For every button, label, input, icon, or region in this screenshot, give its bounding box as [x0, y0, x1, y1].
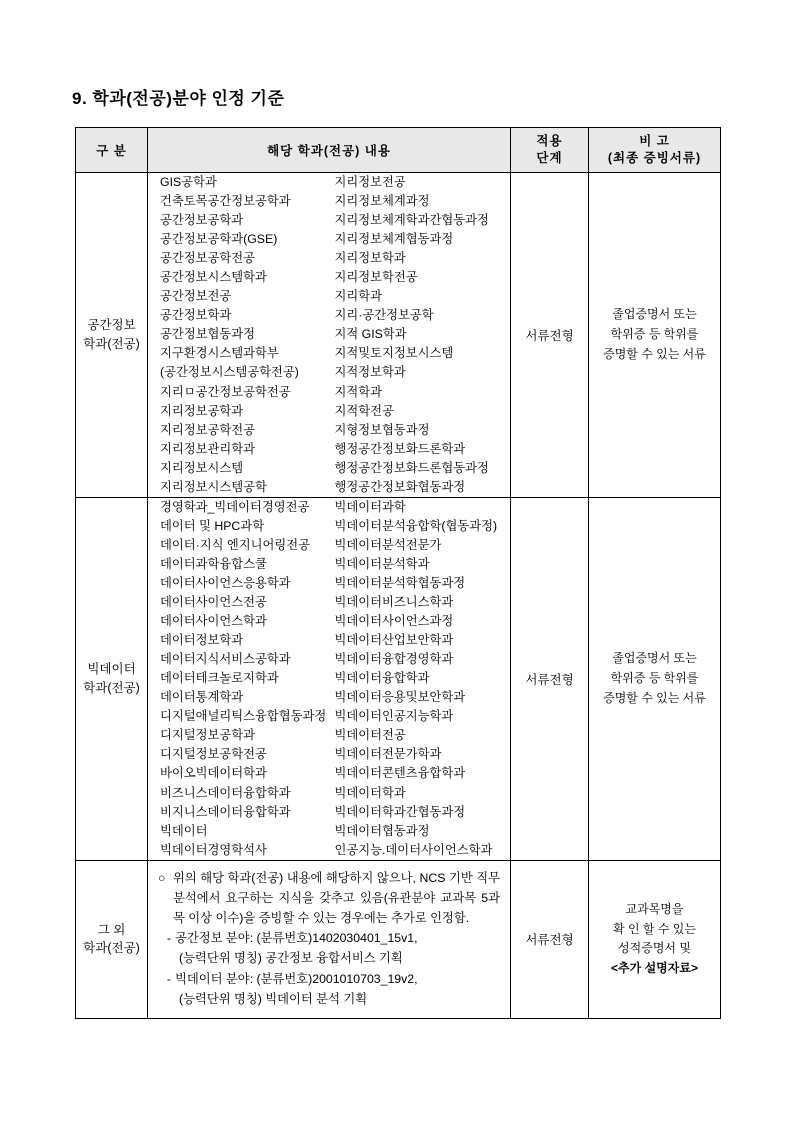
- content-column-right: 빅데이터과학 빅데이터분석융합학(협동과정) 빅데이터분석전문가 빅데이터분석학과 빅데이터분석학협동과정 빅데이터비즈니스학과 빅데이터사이언스과정 빅데이터산업보안학과 빅데이터융합경영학과 빅데이터융합학과 빅데이터응용및보안학과 빅데이터인공지능학과 빅데이터전공 빅데이터전문가학과 빅데이터콘텐츠융합학과 빅데이터학과 빅데이터학과간협동과정 빅데이터협동과정 인공지능.데이터사이언스학과: [334, 499, 498, 857]
- row-stage-other: 서류전형: [511, 860, 589, 1018]
- row-division-other: [76, 860, 148, 1018]
- division-line2: 학과(전공): [83, 336, 140, 351]
- row-content-spatial: [148, 173, 511, 498]
- header-stage-line2: 단계: [536, 151, 563, 165]
- row-content-bigdata: [148, 497, 511, 860]
- header-note: [589, 128, 721, 173]
- division-line1: 공간정보: [87, 318, 136, 333]
- table-body: [76, 173, 721, 1019]
- header-stage: [511, 128, 589, 173]
- content-column-left: GIS공학과 건축토목공간정보공학과 공간정보공학과 공간정보공학과(GSE) 공간정보공학전공 공간정보시스템학과 공간정보전공 공간정보학과 공간정보협동과정 지구환경시스템과학부 (공간정보시스템공학전공) 지리ㅁ공간정보공학전공 지리정보공학과 지리정보공학전공 지리정보관리학과 지리정보시스템 지리정보시스템공학: [160, 175, 299, 494]
- sub-text-line1: 빅데이터 분야: (분류번호)2001010703_19v2,: [175, 972, 418, 987]
- header-note-line1: 비 고: [639, 134, 670, 149]
- table-row: [76, 497, 721, 860]
- row-stage-bigdata: 서류전형: [511, 497, 589, 860]
- etc-sub-item: [158, 970, 500, 990]
- criteria-table: [75, 127, 721, 1019]
- row-note-other: 교과목명을 확 인 할 수 있는 성적증명서 및 <추가 설명자료>: [589, 860, 721, 1018]
- etc-bullet: [158, 869, 500, 929]
- bullet-text: 위의 해당 학과(전공) 내용에 해당하지 않으나, NCS 기반 직무분석에서 요구하는 지식을 갖추고 있음(유관분야 교과목 5과목 이상 이수)을 증빙할 수 있는 경우에는 추가로 인정함.: [173, 870, 500, 925]
- content-column-right: 지리정보전공 지리정보체계과정 지리정보체계학과간협동과정 지리정보체계협동과정 지리정보학과 지리정보학전공 지리학과 지리·공간정보공학 지적 GIS학과 지적및토지정보시스템 지적정보학과 지적학과 지적학전공 지형정보협동과정 행정공간정보화드론학과 행정공간정보화드론협동과정 행정공간정보화협동과정: [334, 175, 489, 494]
- sub-text-line2: (능력단위 명칭) 빅데이터 분석 기획: [179, 992, 368, 1007]
- division-line1: 그 외: [97, 922, 126, 937]
- sub-text-line1: 공간정보 분야: (분류번호)1402030401_15v1,: [175, 931, 418, 946]
- table-header-row: [76, 128, 721, 173]
- content-column-left: 경영학과_빅데이터경영전공 데이터 및 HPC과학 데이터·지식 엔지니어링전공 데이터과학융합스쿨 데이터사이언스응용학과 데이터사이언스전공 데이터사이언스학과 데이터정보학과 데이터지식서비스공학과 데이터테크놀로지학과 데이터통계학과 디지털애널리틱스융합협동과정 디지털정보공학과 디지털정보공학전공 바이오빅데이터학과 비즈니스데이터융합학과 비지니스데이터융합학과 빅데이터 빅데이터경영학석사: [160, 499, 327, 857]
- etc-sub-item: [158, 929, 500, 949]
- bullet-marker: ○: [158, 870, 166, 885]
- table-row: [76, 173, 721, 498]
- note-emphasis: <추가 설명자료>: [611, 961, 698, 976]
- division-line1: 빅데이터: [87, 661, 136, 676]
- division-line2: 학과(전공): [83, 941, 140, 956]
- row-division-bigdata: [76, 497, 148, 860]
- row-stage-spatial: 서류전형: [511, 173, 589, 498]
- header-content: 해당 학과(전공) 내용: [148, 128, 511, 173]
- sub-marker: -: [166, 972, 171, 987]
- header-division: 구 분: [76, 128, 148, 173]
- row-note-bigdata: 졸업증명서 또는 학위증 등 학위를 증명할 수 있는 서류: [589, 497, 721, 860]
- division-line2: 학과(전공): [83, 680, 140, 695]
- row-note-spatial: 졸업증명서 또는 학위증 등 학위를 증명할 수 있는 서류: [589, 173, 721, 498]
- table-row: [76, 860, 721, 1018]
- page-title: 9. 학과(전공)분야 인정 기준: [72, 89, 285, 108]
- sub-text-line2: (능력단위 명칭) 공간정보 융합서비스 기획: [179, 951, 403, 966]
- table-header: [76, 128, 721, 173]
- sub-marker: -: [166, 931, 171, 946]
- row-content-other: [148, 860, 511, 1018]
- header-note-line2: (최종 증빙서류): [607, 151, 702, 165]
- header-stage-line1: 적용: [536, 134, 563, 149]
- row-division-spatial: [76, 173, 148, 498]
